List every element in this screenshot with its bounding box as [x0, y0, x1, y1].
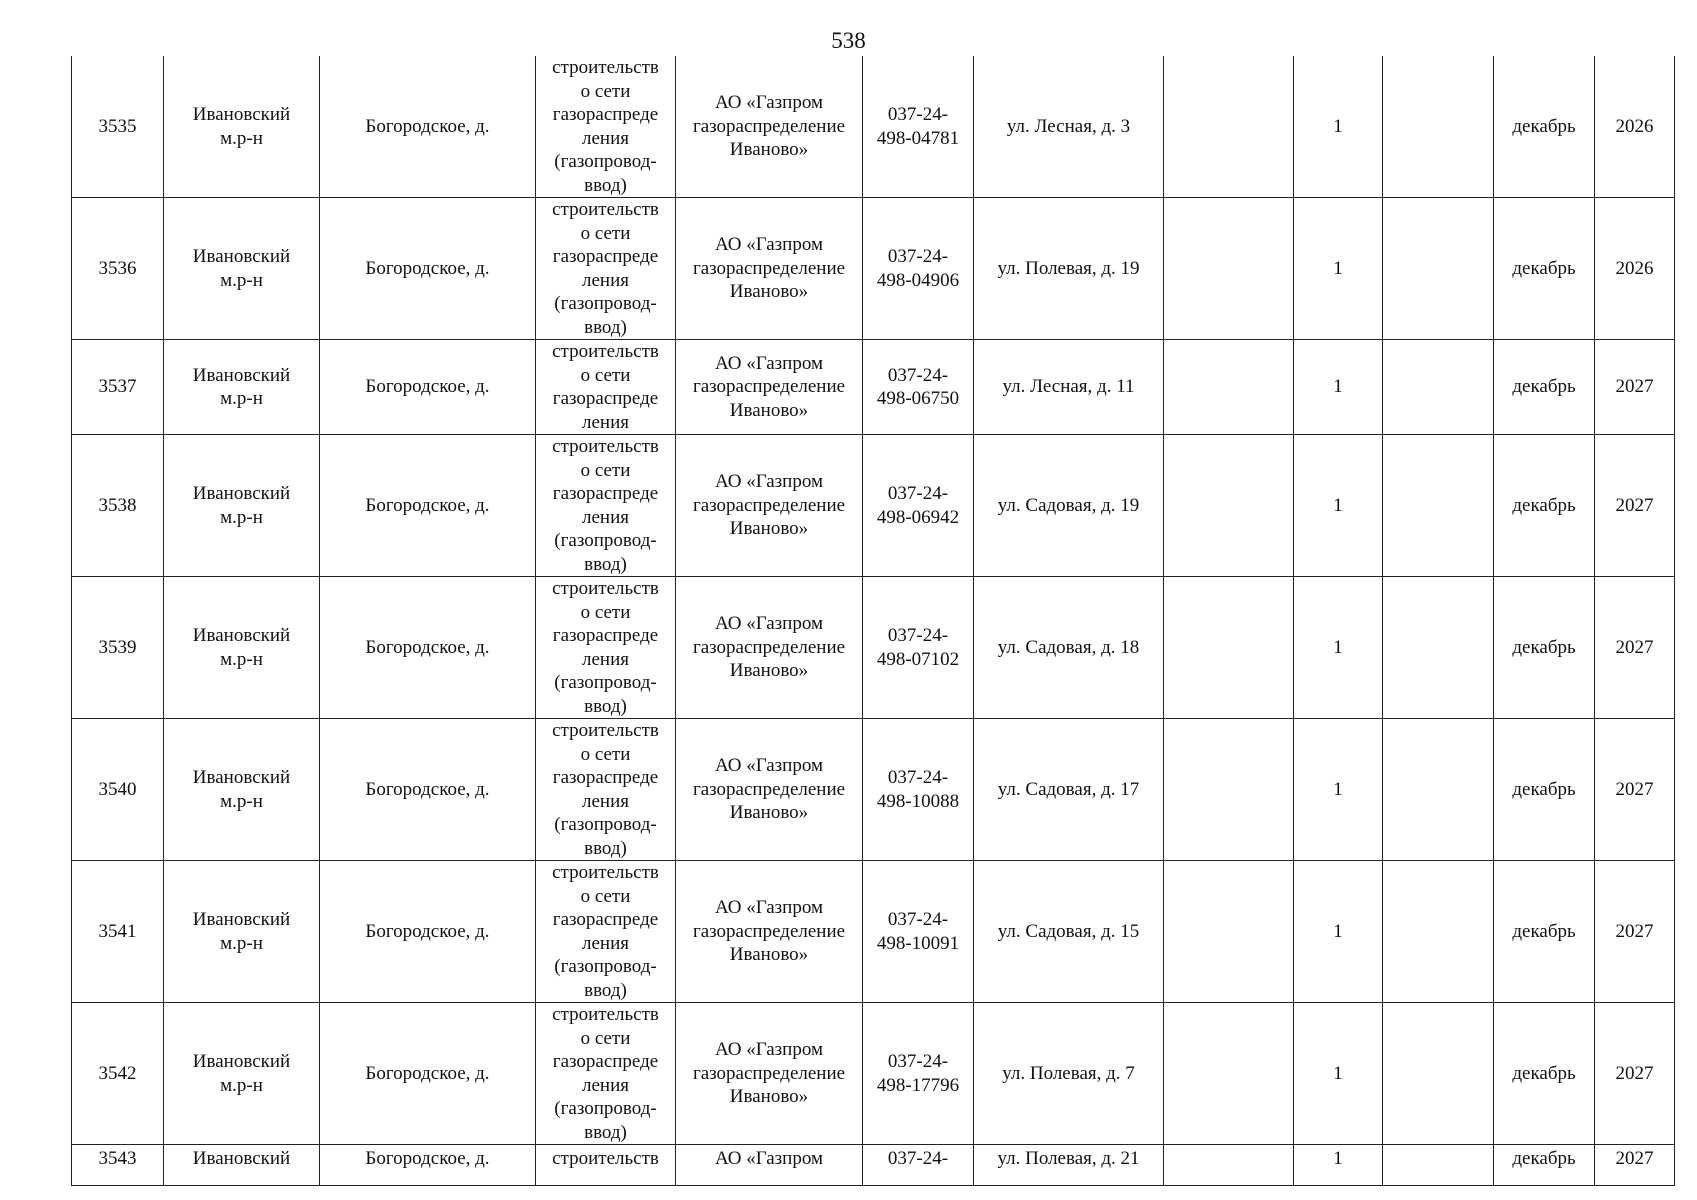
cell-year — [1595, 340, 1675, 435]
cell-address — [974, 56, 1164, 198]
cell-quantity-text: 1 — [1333, 920, 1343, 942]
cell-month — [1494, 56, 1595, 198]
cell-object-code — [863, 56, 974, 198]
cell-empty — [1164, 198, 1294, 340]
cell-address-text: ул. Садовая, д. 19 — [997, 494, 1140, 516]
cell-organization-text: АО «Газпром газораспределение Иваново» — [692, 613, 846, 682]
cell-quantity-text: 1 — [1333, 1062, 1343, 1084]
cell-quantity-text: 1 — [1333, 1148, 1343, 1169]
cell-quantity — [1294, 1003, 1383, 1145]
cell-district — [164, 1145, 320, 1186]
cell-year-text: 2027 — [1615, 778, 1654, 800]
cell-organization-text: АО «Газпром газораспределение Иваново» — [692, 471, 846, 540]
cell-organization — [676, 56, 863, 198]
cell-object-code-text: 037-24- 498-06750 — [876, 364, 960, 409]
cell-district-text: Ивановский — [192, 1148, 291, 1169]
table-row — [72, 1003, 1675, 1145]
cell-quantity-text: 1 — [1333, 494, 1343, 516]
cell-object-code-text: 037-24- — [887, 1148, 949, 1169]
cell-district — [164, 719, 320, 861]
cell-quantity-text: 1 — [1333, 778, 1343, 800]
cell-month-text: декабрь — [1512, 636, 1576, 658]
cell-organization — [676, 435, 863, 577]
cell-month-text: декабрь — [1512, 778, 1576, 800]
cell-year — [1595, 719, 1675, 861]
cell-locality — [320, 198, 536, 340]
cell-row-number-text: 3539 — [98, 636, 137, 658]
cell-district-text: Ивановский м.р-н — [192, 625, 291, 670]
cell-row-number — [72, 861, 164, 1003]
cell-year — [1595, 198, 1675, 340]
cell-month-text: декабрь — [1512, 920, 1576, 942]
cell-address — [974, 1003, 1164, 1145]
cell-district-text: Ивановский м.р-н — [192, 767, 291, 812]
cell-quantity — [1294, 56, 1383, 198]
cell-year-text: 2026 — [1615, 257, 1654, 279]
cell-district — [164, 340, 320, 435]
cell-organization-text: АО «Газпром газораспределение Иваново» — [692, 1039, 846, 1108]
cell-organization — [676, 861, 863, 1003]
cell-year — [1595, 435, 1675, 577]
cell-row-number — [72, 1145, 164, 1186]
cell-organization-text: АО «Газпром газораспределение Иваново» — [692, 234, 846, 303]
cell-district-text: Ивановский м.р-н — [192, 909, 291, 954]
cell-district-text: Ивановский м.р-н — [192, 104, 291, 149]
cell-locality-text: Богородское, д. — [365, 1062, 490, 1084]
cell-year-text: 2027 — [1615, 636, 1654, 658]
cell-row-number — [72, 577, 164, 719]
table-row — [72, 719, 1675, 861]
cell-object-code — [863, 198, 974, 340]
cell-address-text: ул. Полевая, д. 7 — [1002, 1062, 1135, 1084]
table-row — [72, 198, 1675, 340]
cell-district — [164, 198, 320, 340]
cell-district-text: Ивановский м.р-н — [192, 483, 291, 528]
cell-year-text: 2027 — [1615, 1148, 1654, 1169]
cell-district — [164, 861, 320, 1003]
cell-row-number-text: 3537 — [98, 376, 137, 398]
cell-quantity — [1294, 719, 1383, 861]
cell-empty — [1383, 719, 1494, 861]
cell-object-code — [863, 340, 974, 435]
cell-work-type — [536, 861, 676, 1003]
cell-month — [1494, 340, 1595, 435]
cell-year — [1595, 577, 1675, 719]
cell-locality — [320, 340, 536, 435]
cell-empty — [1383, 198, 1494, 340]
cell-work-type-text: строительств о сети газораспреде ления — [552, 341, 659, 433]
cell-row-number-text: 3542 — [98, 1062, 137, 1084]
cell-empty — [1164, 435, 1294, 577]
cell-month-text: декабрь — [1512, 494, 1576, 516]
cell-quantity — [1294, 1145, 1383, 1186]
cell-object-code-text: 037-24- 498-07102 — [876, 625, 960, 670]
cell-work-type — [536, 577, 676, 719]
cell-empty — [1383, 1145, 1494, 1186]
cell-organization-text: АО «Газпром — [714, 1148, 824, 1169]
cell-address-text: ул. Садовая, д. 15 — [997, 920, 1140, 942]
cell-locality-text: Богородское, д. — [365, 376, 490, 398]
cell-locality-text: Богородское, д. — [365, 636, 490, 658]
cell-locality — [320, 1145, 536, 1186]
cell-work-type-text: строительств о сети газораспреде ления (газопровод- ввод) — [552, 436, 659, 575]
cell-address — [974, 1145, 1164, 1186]
cell-year — [1595, 1145, 1675, 1186]
cell-month — [1494, 577, 1595, 719]
register-table — [71, 56, 1675, 1186]
table-row — [72, 56, 1675, 198]
table-row — [72, 577, 1675, 719]
cell-quantity — [1294, 861, 1383, 1003]
cell-organization-text: АО «Газпром газораспределение Иваново» — [692, 755, 846, 824]
cell-year-text: 2027 — [1615, 494, 1654, 516]
cell-quantity-text: 1 — [1333, 636, 1343, 658]
cell-month-text: декабрь — [1512, 257, 1576, 279]
cell-locality — [320, 861, 536, 1003]
cell-organization-text: АО «Газпром газораспределение Иваново» — [692, 897, 846, 966]
cell-object-code — [863, 435, 974, 577]
cell-address — [974, 198, 1164, 340]
cell-work-type — [536, 340, 676, 435]
cell-object-code-text: 037-24- 498-10088 — [876, 767, 960, 812]
cell-object-code-text: 037-24- 498-10091 — [876, 909, 960, 954]
cell-row-number-text: 3541 — [98, 920, 137, 942]
cell-organization-text: АО «Газпром газораспределение Иваново» — [692, 352, 846, 421]
cell-work-type-text: строительств о сети газораспреде ления (газопровод- ввод) — [552, 199, 659, 338]
cell-locality-text: Богородское, д. — [365, 257, 490, 279]
cell-locality-text: Богородское, д. — [365, 1148, 490, 1169]
cell-work-type — [536, 198, 676, 340]
cell-work-type — [536, 1003, 676, 1145]
cell-organization — [676, 719, 863, 861]
cell-locality — [320, 1003, 536, 1145]
cell-empty — [1164, 56, 1294, 198]
cell-month — [1494, 435, 1595, 577]
cell-empty — [1383, 577, 1494, 719]
cell-work-type — [536, 435, 676, 577]
cell-object-code — [863, 1003, 974, 1145]
cell-district — [164, 577, 320, 719]
cell-month — [1494, 861, 1595, 1003]
cell-empty — [1383, 1003, 1494, 1145]
cell-work-type-text: строительств о сети газораспреде ления (газопровод- ввод) — [552, 578, 659, 717]
cell-address — [974, 861, 1164, 1003]
cell-quantity — [1294, 340, 1383, 435]
cell-locality — [320, 719, 536, 861]
cell-locality-text: Богородское, д. — [365, 115, 490, 137]
cell-address-text: ул. Полевая, д. 19 — [997, 257, 1140, 279]
cell-row-number-text: 3543 — [98, 1148, 137, 1169]
cell-row-number-text: 3536 — [98, 257, 137, 279]
cell-address-text: ул. Лесная, д. 11 — [1002, 376, 1135, 398]
cell-row-number-text: 3540 — [98, 778, 137, 800]
cell-object-code — [863, 577, 974, 719]
cell-month — [1494, 719, 1595, 861]
cell-quantity-text: 1 — [1333, 257, 1343, 279]
cell-quantity — [1294, 577, 1383, 719]
cell-empty — [1164, 861, 1294, 1003]
cell-empty — [1164, 1145, 1294, 1186]
cell-empty — [1383, 56, 1494, 198]
cell-address — [974, 340, 1164, 435]
table-body — [72, 56, 1675, 1186]
cell-address — [974, 719, 1164, 861]
cell-empty — [1383, 435, 1494, 577]
cell-quantity — [1294, 435, 1383, 577]
cell-object-code — [863, 861, 974, 1003]
cell-locality-text: Богородское, д. — [365, 778, 490, 800]
cell-year-text: 2027 — [1615, 920, 1654, 942]
cell-row-number — [72, 1003, 164, 1145]
cell-row-number — [72, 198, 164, 340]
cell-district-text: Ивановский м.р-н — [192, 364, 291, 409]
cell-object-code-text: 037-24- 498-04906 — [876, 246, 960, 291]
cell-row-number — [72, 435, 164, 577]
cell-locality-text: Богородское, д. — [365, 494, 490, 516]
cell-quantity-text: 1 — [1333, 376, 1343, 398]
cell-organization — [676, 1145, 863, 1186]
cell-work-type-text: строительств о сети газораспреде ления (газопровод- ввод) — [552, 862, 659, 1001]
table-row — [72, 1145, 1675, 1186]
cell-district — [164, 435, 320, 577]
cell-work-type-text: строительств — [552, 1148, 659, 1169]
cell-year — [1595, 1003, 1675, 1145]
cell-locality-text: Богородское, д. — [365, 920, 490, 942]
cell-row-number-text: 3538 — [98, 494, 137, 516]
cell-year-text: 2026 — [1615, 115, 1654, 137]
cell-month — [1494, 1003, 1595, 1145]
cell-year — [1595, 56, 1675, 198]
cell-empty — [1164, 577, 1294, 719]
page-number: 538 — [831, 28, 866, 53]
cell-district-text: Ивановский м.р-н — [192, 1051, 291, 1096]
cell-month-text: декабрь — [1512, 1148, 1576, 1169]
cell-district-text: Ивановский м.р-н — [192, 246, 291, 291]
cell-object-code-text: 037-24- 498-06942 — [876, 483, 960, 528]
cell-month-text: декабрь — [1512, 115, 1576, 137]
cell-object-code-text: 037-24- 498-04781 — [876, 104, 960, 149]
cell-address — [974, 577, 1164, 719]
cell-address-text: ул. Садовая, д. 18 — [997, 636, 1140, 658]
cell-object-code — [863, 1145, 974, 1186]
cell-work-type-text: строительств о сети газораспреде ления (газопровод- ввод) — [552, 1004, 659, 1143]
cell-year — [1595, 861, 1675, 1003]
cell-month — [1494, 1145, 1595, 1186]
cell-work-type-text: строительств о сети газораспреде ления (газопровод- ввод) — [552, 720, 659, 859]
cell-organization — [676, 198, 863, 340]
cell-organization — [676, 340, 863, 435]
cell-object-code — [863, 719, 974, 861]
cell-row-number — [72, 340, 164, 435]
cell-quantity-text: 1 — [1333, 115, 1343, 137]
table-row — [72, 435, 1675, 577]
cell-work-type — [536, 1145, 676, 1186]
cell-empty — [1383, 861, 1494, 1003]
cell-organization-text: АО «Газпром газораспределение Иваново» — [692, 92, 846, 161]
cell-locality — [320, 577, 536, 719]
cell-year-text: 2027 — [1615, 376, 1654, 398]
cell-empty — [1164, 340, 1294, 435]
cell-address-text: ул. Лесная, д. 3 — [1006, 115, 1131, 137]
cell-address-text: ул. Полевая, д. 21 — [997, 1148, 1140, 1169]
cell-row-number-text: 3535 — [98, 115, 137, 137]
cell-organization — [676, 577, 863, 719]
cell-object-code-text: 037-24- 498-17796 — [876, 1051, 960, 1096]
cell-address-text: ул. Садовая, д. 17 — [997, 778, 1140, 800]
cell-empty — [1164, 719, 1294, 861]
table-row — [72, 340, 1675, 435]
cell-address — [974, 435, 1164, 577]
cell-organization — [676, 1003, 863, 1145]
cell-quantity — [1294, 198, 1383, 340]
cell-month-text: декабрь — [1512, 376, 1576, 398]
cell-month-text: декабрь — [1512, 1062, 1576, 1084]
cell-empty — [1164, 1003, 1294, 1145]
cell-month — [1494, 198, 1595, 340]
cell-row-number — [72, 56, 164, 198]
cell-locality — [320, 435, 536, 577]
cell-row-number — [72, 719, 164, 861]
cell-year-text: 2027 — [1615, 1062, 1654, 1084]
cell-district — [164, 1003, 320, 1145]
cell-locality — [320, 56, 536, 198]
cell-work-type-text: строительств о сети газораспреде ления (газопровод- ввод) — [552, 57, 659, 196]
cell-district — [164, 56, 320, 198]
cell-work-type — [536, 56, 676, 198]
cell-empty — [1383, 340, 1494, 435]
cell-work-type — [536, 719, 676, 861]
table-row — [72, 861, 1675, 1003]
